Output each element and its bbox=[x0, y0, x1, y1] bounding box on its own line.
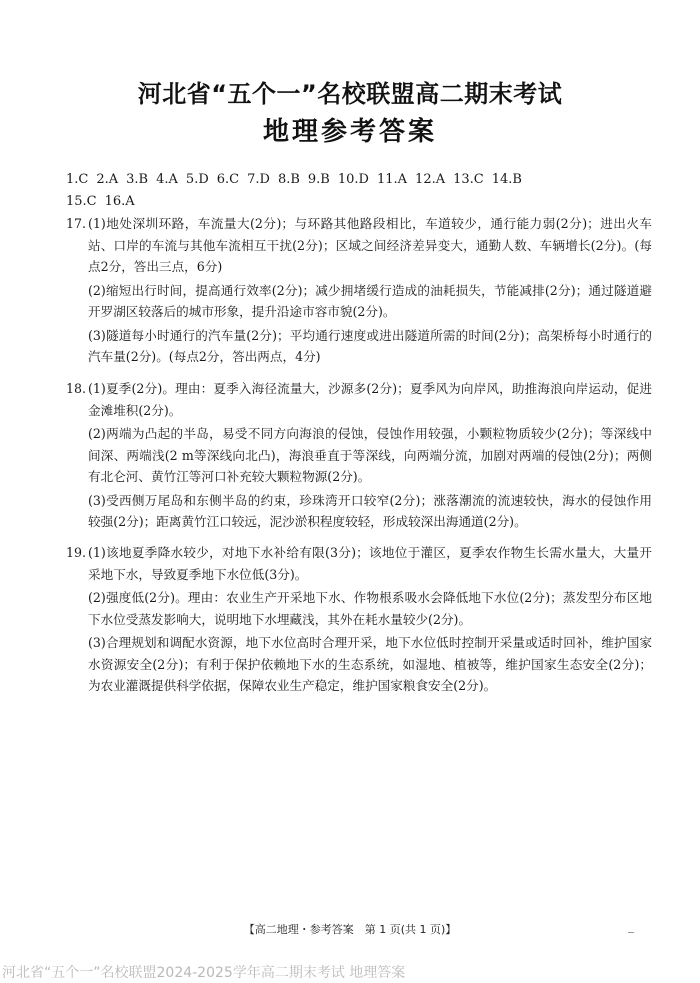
mc-answer: 15.C bbox=[66, 194, 97, 209]
page-footer: 【高二地理・参考答案 第 1 页(共 1 页)】 bbox=[243, 923, 457, 936]
answer-part-2: (2)两端为凸起的半岛，易受不同方向海浪的侵蚀，侵蚀作用较强，小颗粒物质较少(2分)；等深线中间深、两端浅(2 m等深线向北凸)，海浪垂直于等深线，向两端分流，加剧对两端的侵蚀(2分)；两侧有北仑河、黄竹江等河口补充较大颗粒物源(2分)。 bbox=[88, 426, 652, 484]
mc-answer: 3.B bbox=[126, 172, 149, 187]
footer-mark bbox=[628, 932, 634, 933]
question-number: 17. bbox=[66, 216, 87, 231]
mc-answer: 10.D bbox=[337, 172, 369, 187]
question-17-answer bbox=[66, 213, 652, 370]
mc-answer: 7.D bbox=[247, 172, 270, 187]
answer-part-3: (3)隧道每小时通行的汽车量(2分)；平均通行速度或进出隧道所需的时间(2分)；高架桥每小时通行的汽车量(2分)。(每点2分，答出两点，4分) bbox=[88, 327, 652, 364]
mc-answer: 5.D bbox=[185, 172, 209, 187]
answer-part-3: (3)合理规划和调配水资源，地下水位高时合理开采，地下水位低时控制开采量或适时回补，维护国家水资源安全(2分)；有利于保护依赖地下水的生态系统，如湿地、植被等，维护国家生态安全(2分)；为农业灌溉提供科学依据，保障农业生产稳定，维护国家粮食安全(2分)。 bbox=[88, 635, 652, 693]
answer-part-1: (1)地处深圳环路，车流量大(2分)；与环路其他路段相比，车道较少，通行能力弱(2分)；进出火车站、口岸的车流与其他车流相互干扰(2分)；区域之间经济差异变大，通勤人数、车辆增长(2分)。(每点2分，答出三点，6分) bbox=[88, 216, 652, 274]
document-title: 河北省“五个一”名校联盟高二期末考试 bbox=[137, 80, 563, 108]
mc-answer: 9.B bbox=[307, 172, 330, 187]
mc-answer: 11.A bbox=[376, 172, 408, 187]
watermark-text: 河北省“五个一”名校联盟2024-2025学年高二期末考试 地理答案 bbox=[2, 965, 406, 981]
multiple-choice-answers-row-2 bbox=[66, 192, 646, 212]
question-number: 19. bbox=[66, 545, 87, 560]
multiple-choice-answers-row-1 bbox=[66, 170, 646, 190]
mc-answer: 14.B bbox=[491, 172, 522, 187]
mc-answer: 8.B bbox=[277, 172, 300, 187]
mc-answer: 4.A bbox=[156, 172, 178, 187]
mc-answer: 2.A bbox=[96, 172, 119, 187]
answer-part-2: (2)缩短出行时间，提高通行效率(2分)；减少拥堵缓行造成的油耗损失，节能减排(2分)；通过隧道避开罗湖区较落后的城市形象，提升沿途市容市貌(2分)。 bbox=[88, 282, 652, 319]
mc-answer: 6.C bbox=[216, 172, 240, 187]
answer-part-1: (1)夏季(2分)。理由：夏季入海径流量大，沙源多(2分)；夏季风为向岸风，助推海浪向岸运动，促进金滩堆积(2分)。 bbox=[88, 381, 652, 418]
answer-part-2: (2)强度低(2分)。理由：农业生产开采地下水、作物根系吸水会降低地下水位(2分)；蒸发型分布区地下水位受蒸发影响大，说明地下水埋藏浅，其外在耗水量较少(2分)。 bbox=[88, 590, 652, 627]
answer-part-3: (3)受西侧万尾岛和东侧半岛的约束，珍珠湾开口较窄(2分)；涨落潮流的流速较快，海水的侵蚀作用较强(2分)；距离黄竹江口较远，泥沙淤积程度较轻，形成较深出海通道(2分)。 bbox=[88, 492, 652, 529]
question-number: 18. bbox=[66, 381, 87, 396]
mc-answer: 13.C bbox=[453, 172, 484, 187]
answer-part-1: (1)该地夏季降水较少，对地下水补给有限(3分)；该地位于灌区，夏季农作物生长需水量大，大量开采地下水，导致夏季地下水位低(3分)。 bbox=[88, 545, 652, 582]
document-subtitle: 地理参考答案 bbox=[262, 117, 437, 147]
question-18-answer bbox=[66, 378, 652, 535]
mc-answer: 1.C bbox=[66, 172, 89, 187]
question-19-answer bbox=[66, 542, 652, 699]
mc-answer: 12.A bbox=[415, 172, 446, 187]
mc-answer: 16.A bbox=[104, 194, 135, 209]
